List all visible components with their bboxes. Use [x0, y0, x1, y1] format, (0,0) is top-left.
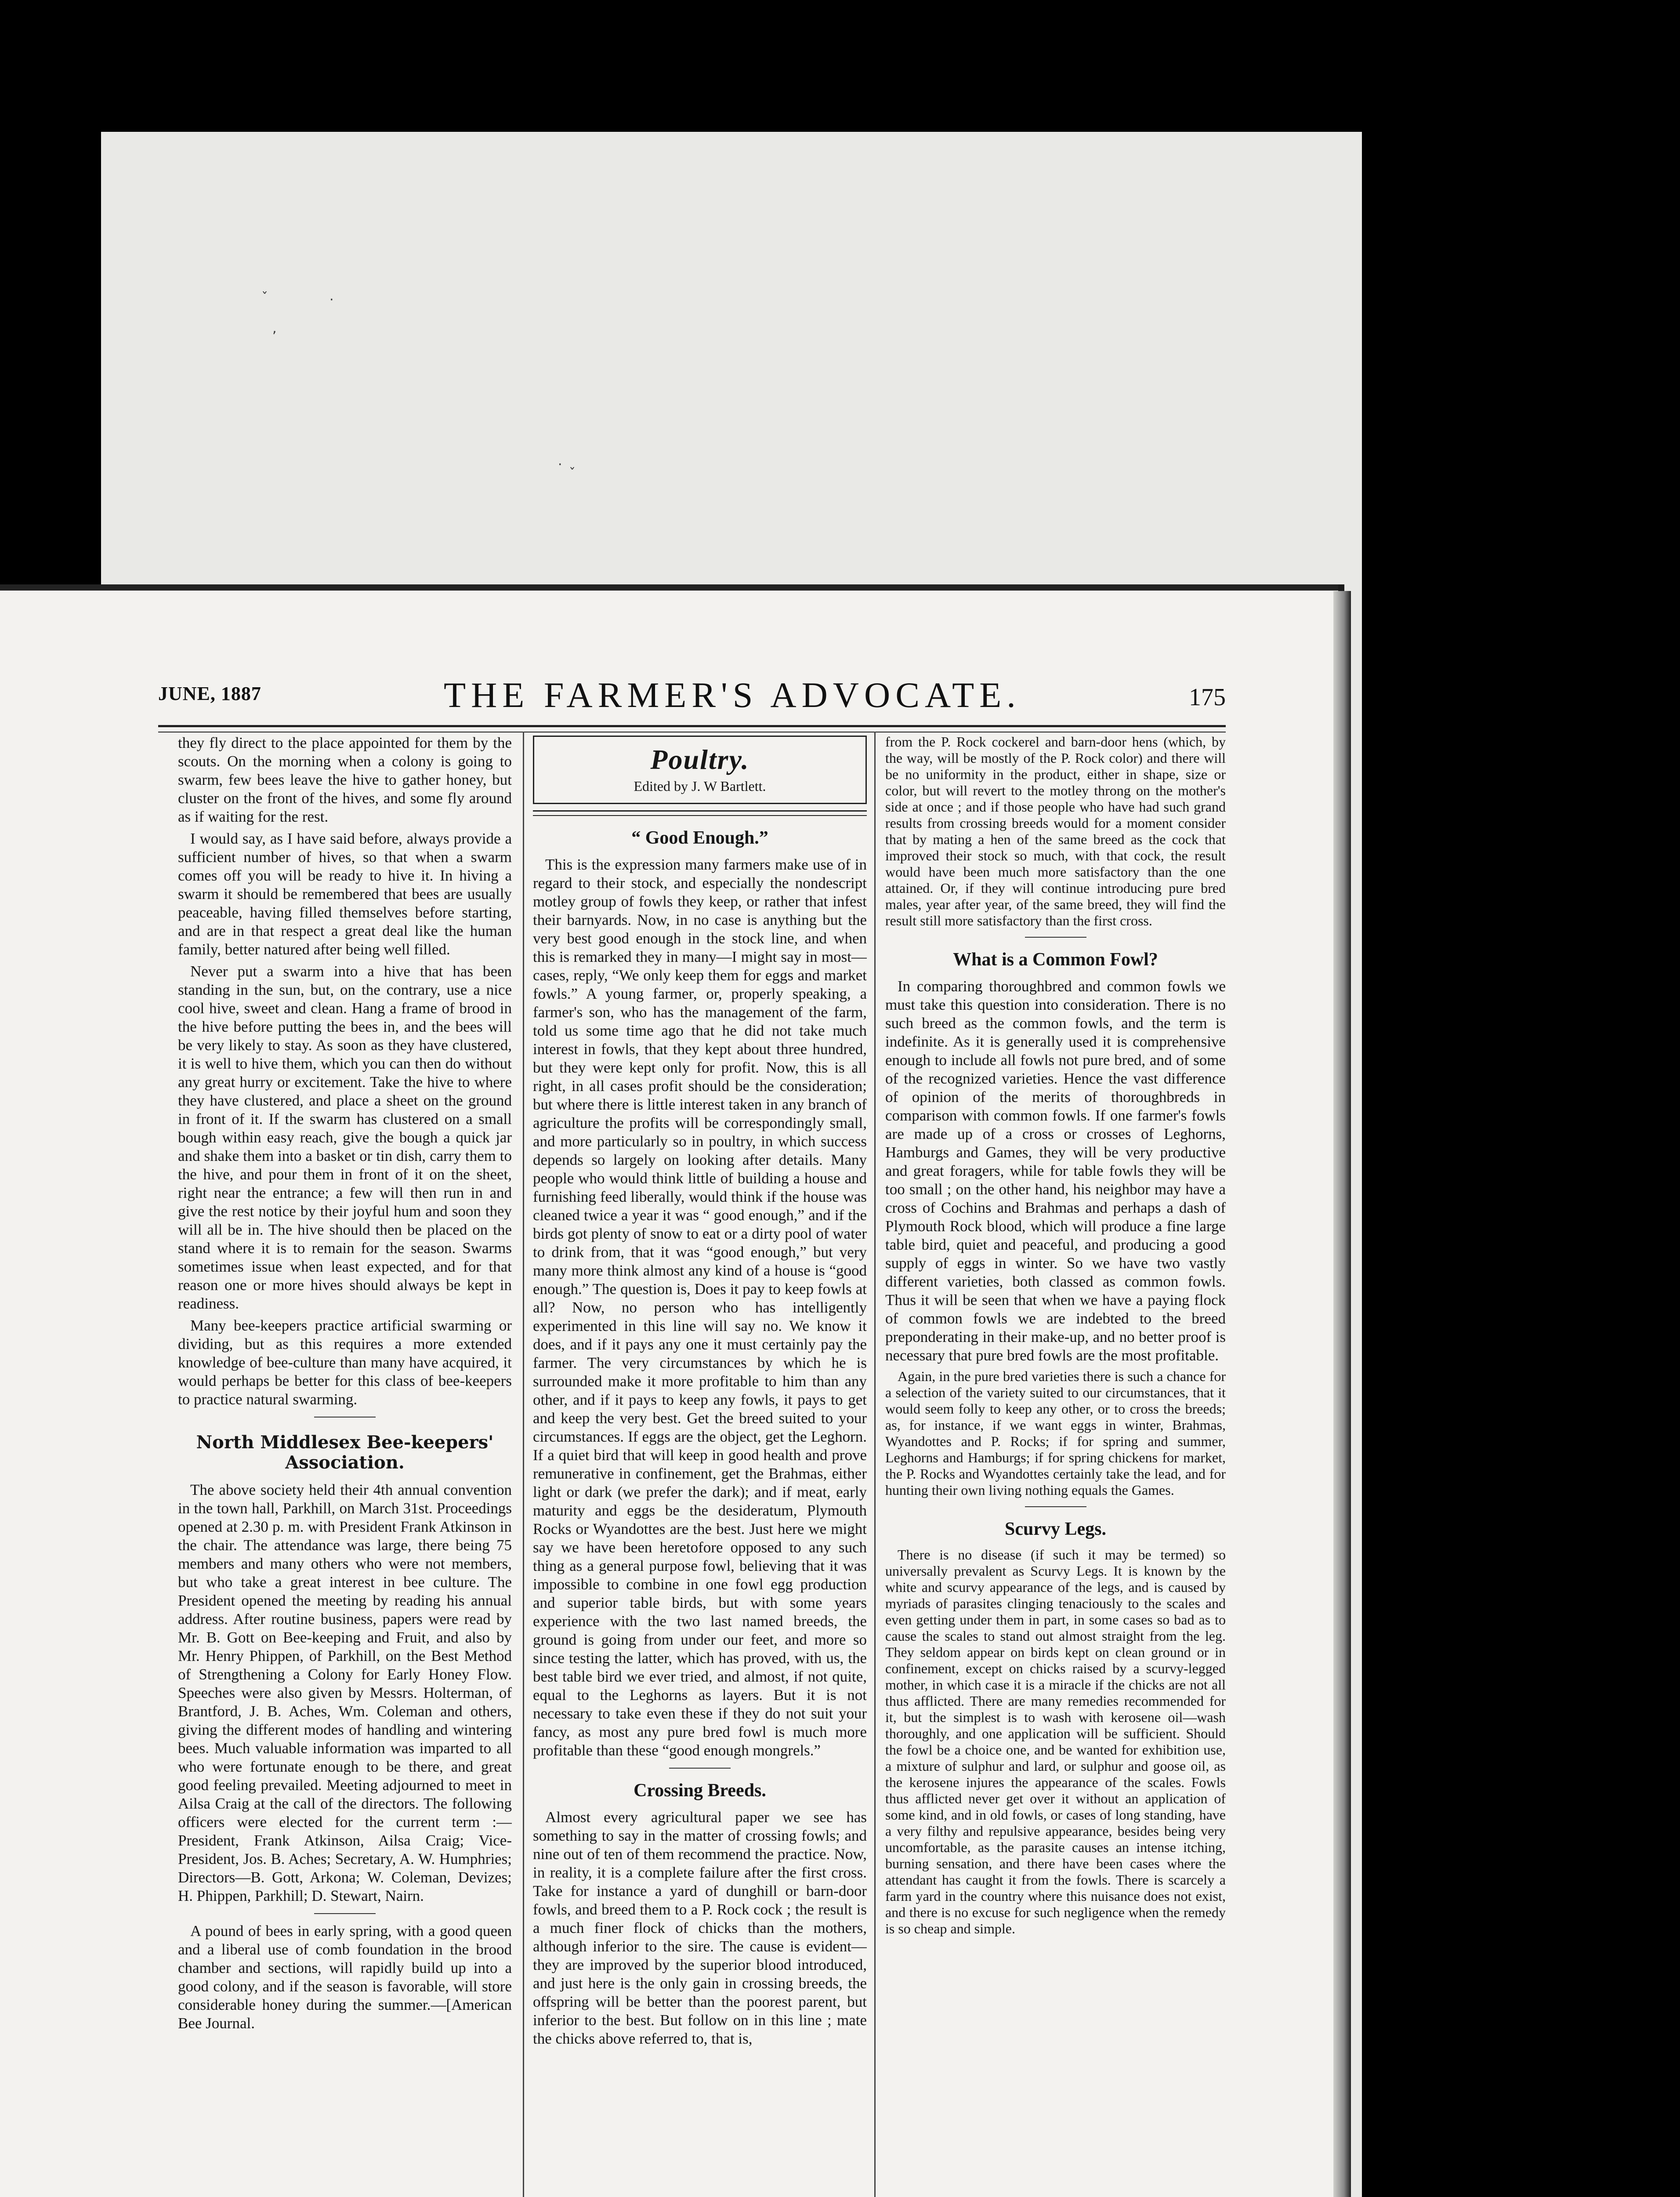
- page-number: 175: [1189, 684, 1226, 711]
- article-paragraph: they fly direct to the place appointed for them by the scouts. On the morning when a colony is going to swarm, few bees leave the hive to gather honey, but cluster on the front of the hives, and some fly around as if waiting for the rest.: [178, 734, 512, 825]
- speck: ˇ: [261, 290, 268, 305]
- department-heading: Poultry.: [650, 744, 749, 775]
- left-column: [178, 734, 512, 2197]
- section-rule: [314, 1913, 376, 1914]
- article-paragraph: Almost every agricultural paper we see has something to say in the matter of crossing fowls; and nine out of ten of them recommend the practice. Now, in reality, it is a complete failure after the first cross. Take for instance a yard of dunghill or barn-door fowls, and breed them to a P. Rock cock ; the result is a much finer flock of chicks than the mothers, although inferior to the sire. The cause is evident—they are improved by the superior blood introduced, and just here is the only gain in crossing breeds, the offspring will be better than the poorest parent, but inferior to the best. But follow on in this line ; mate the chicks above referred to, that is,: [533, 1809, 867, 2047]
- speck: ·: [558, 457, 562, 472]
- speck: ,: [272, 321, 277, 336]
- column-divider: [874, 732, 876, 2197]
- article-paragraph: from the P. Rock cockerel and barn-door hens (which, by the way, will be mostly of the P. Rock color) and there will be no uniformity in the product, either in shape, size or color, but will revert to the motley throng on the mother's side at once ; and if those people who have had such grand results from crossing breeds would for a moment consider that by mating a hen of the same breed as the cock that improved their stock so much, with that cock, the result would have been much more satisfactory than the one attained. Or, if they will continue introducing pure bred males, year after year, of the same breed, they will find the result still more satisfactory than the first cross.: [885, 734, 1226, 928]
- department-editor: Edited by J. W Bartlett.: [634, 778, 766, 794]
- header-rule: [158, 725, 1226, 732]
- middle-column: [533, 734, 867, 2197]
- page-edge-shadow: [1333, 591, 1351, 2197]
- speck: ˇ: [569, 466, 576, 481]
- article-paragraph: A pound of bees in early spring, with a good queen and a liberal use of comb foundation in the brood chamber and sections, will rapidly build up into a good colony, and if the season is favorable, will store considerable honey during the summer.—[American Bee Journal.: [178, 1922, 512, 2032]
- department-banner: [533, 736, 867, 804]
- article-heading: What is a Common Fowl?: [953, 950, 1158, 970]
- section-rule: [533, 810, 867, 816]
- article-heading: “ Good Enough.”: [631, 828, 768, 848]
- article-paragraph: I would say, as I have said before, always provide a sufficient number of hives, so that when a swarm comes off you will be ready to hive it. In hiving a swarm it should be remembered that bees are usually peaceable, having filled themselves before starting, and are in that respect a great deal like the human family, better natured after being well filled.: [178, 830, 512, 958]
- article-paragraph: The above society held their 4th annual convention in the town hall, Parkhill, on March 31st. Proceedings opened at 2.30 p. m. with President Frank Atkinson in the chair. The attendance was large, there being 75 members and many others who were not members, but who take a great interest in bee culture. The President opened the meeting by reading his annual address. After routine business, papers were read by Mr. B. Gott on Bee-keeping and Fruit, and also by Mr. Henry Phippen, of Parkhill, on the Best Method of Strengthening a Colony for Early Honey Flow. Speeches were also given by Messrs. Holterman, of Brantford, J. B. Aches, Wm. Coleman and others, giving the different modes of handling and wintering bees. Much valuable information was imparted to all who were fortunate enough to be there, and great good feeling prevailed. Meeting adjourned to meet in Ailsa Craig at the call of the directors. The following officers were elected for the current term :—President, Frank Atkinson, Ailsa Craig; Vice-President, Jos. B. Aches; Secretary, A. W. Humphries; Directors—B. Gott, Arkona; W. Coleman, Devizes; H. Phippen, Parkhill; D. Stewart, Nairn.: [178, 1481, 512, 1904]
- page-header: [158, 674, 1226, 723]
- right-column: [885, 734, 1226, 2197]
- column-divider: [523, 732, 524, 2197]
- article-paragraph: In comparing thoroughbred and common fowls we must take this question into consideration. There is no such breed as the common fowls, and the term is indefinite. As it is generally used it is comprehensive enough to include all fowls not pure bred, and of some of the recognized varieties. Hence the vast difference of opinion of the merits of thoroughbreds in comparison with common fowls. If one farmer's fowls are made up of a cross or crosses of Leghorns, Hamburgs and Games, they will be very productive and great foragers, while for table fowls they will be too small ; on the other hand, his neighbor may have a cross of Cochins and Brahmas and perhaps a dash of Plymouth Rock blood, which will produce a fine large table bird, quiet and peaceful, and producing a good supply of eggs in winter. So we have two vastly different varieties, both classed as common fowls. Thus it will be seen that when we have a paying flock of common fowls we are indebted to the breed preponderating in their make-up, and no better proof is necessary that pure bred fowls are the most profitable.: [885, 978, 1226, 1364]
- section-heading: North Middlesex Bee-keepers' Association.: [196, 1432, 494, 1473]
- section-rule: [669, 1768, 731, 1769]
- article-paragraph: Never put a swarm into a hive that has been standing in the sun, but, on the contrary, use a nice cool hive, sweet and clean. Hang a frame of brood in the hive before putting the bees in, and the bees will be very likely to stay. As soon as they have clustered, it is well to hive them, which you can then do without any great hurry or excitement. Take the hive to where they have clustered, and place a sheet on the ground in front of it. If the swarm has clustered on a small bough within easy reach, give the bough a quick jar and shake them into a basket or tin dish, carry them to the hive, and pour them in front of it on the sheet, right near the entrance; a few will then run in and give the rest notice by their joyful hum and soon they will all be in. The hive should then be placed on the stand where it is to remain for the season. Swarms sometimes issue when least expected, and for that reason one or more hives should always be kept in readiness.: [178, 963, 512, 1312]
- article-paragraph: Many bee-keepers practice artificial swarming or dividing, but as this requires a more extended knowledge of bee-culture than many have acquired, it would perhaps be better for this class of bee-keepers to practice natural swarming.: [178, 1317, 512, 1408]
- masthead-title: THE FARMER'S ADVOCATE.: [444, 675, 1021, 715]
- article-paragraph: This is the expression many farmers make use of in regard to their stock, and especially the nondescript motley group of fowls they keep, or rather that infest their barnyards. Now, in no case is anything but the very best good enough in the stock line, and when this is remarked they in many—I might say in most—cases, reply, “We only keep them for eggs and market fowls.” A young farmer, or, properly speaking, a farmer's son, who has the management of the farm, told us some time ago that he did not take much interest in fowls, that they kept about three hundred, but they were kept only for profit. Now, this is all right, in all cases profit should be the consideration; but where there is little interest taken in any branch of agriculture the profits will be correspondingly small, and more particularly so in poultry, in which success depends so largely on looking after details. Many people who would think little of building a house and furnishing feed liberally, would think if the house was cleaned twice a year it was “ good enough,” and if the birds got plenty of snow to eat or a dirty pool of water to drink from, that it was “good enough,” but very many more think almost any kind of a house is “good enough.” The question is, Does it pay to keep fowls at all? Now, no person who has intelligently experimented in this line will say no. We know it does, and if it pays any one it must certainly pay the farmer. The very circumstances by which he is surrounded make it more profitable to him than any other, and if it pays to keep any fowls, it pays to get and keep the very best. Get the breed suited to your circumstances. If eggs are the object, get the Leghorn. If a quiet bird that will keep in good health and prove remunerative in confinement, get the Brahmas, either light or dark (we prefer the dark); and if meat, early maturity and eggs be the desideratum, Plymouth Rocks or Wyandottes are the best. Just here we might say we have been heretofore opposed to any such thing as a general purpose fowl, believing that it was impossible to combine in one fowl egg production and superior table birds, but with some years experience with the two last named breeds, the ground is going from under our feet, and more so since testing the latter, which has proved, with us, the best table bird we ever tried, and almost, if not quite, equal to the Leghorns as layers. But it is not necessary to take even these if they do not suit your fancy, as most any pure bred fowl is much more profitable than these “good enough mongrels.”: [533, 856, 867, 1759]
- section-rule: [1025, 937, 1086, 938]
- section-rule: [314, 1417, 376, 1418]
- article-heading: Scurvy Legs.: [1005, 1519, 1106, 1539]
- article-heading: Crossing Breeds.: [634, 1780, 766, 1801]
- section-rule: [1025, 1506, 1086, 1507]
- speck: ·: [329, 292, 334, 308]
- issue-date: JUNE, 1887: [158, 683, 261, 704]
- article-paragraph: Again, in the pure bred varieties there is such a chance for a selection of the variety suited to our circumstances, that it would seem folly to keep any other, or to cross the breeds; as, for instance, if we want eggs in winter, Brahmas, Wyandottes and P. Rocks; if for spring and summer, Leghorns and Hamburgs; if for spring chickens for market, the P. Rocks and Wyandottes certainly take the lead, and for hunting their own living nothing equals the Games.: [885, 1368, 1226, 1498]
- article-paragraph: There is no disease (if such it may be termed) so universally prevalent as Scurvy Legs. It is known by the white and scurvy appearance of the legs, and is caused by myriads of parasites clinging tenaciously to the scales and even getting under them in part, in some cases so bad as to cause the scales to stand out almost straight from the leg. They seldom appear on birds kept on clean ground or in confinement, except on chicks raised by a scurvy-legged mother, in which case it is a miracle if the chicks are not all thus afflicted. There are many remedies recommended for it, but the simplest is to wash with kerosene oil—wash thoroughly, and one application will be sufficient. Should the fowl be a choice one, and be wanted for exhibition use, a mixture of sulphur and lard, or sulphur and goose oil, as the kerosene injures the appearance of the scales. Fowls thus afflicted never get over it without an application of some kind, and in old fowls, or cases of long standing, have a very filthy and repulsive appearance, besides being very uncomfortable, as the parasite causes an intense itching, burning sensation, and there have been cases where the attendant has caught it from the fowls. There is scarcely a farm yard in the country where this nuisance does not exist, and there is no excuse for such negligence when the remedy is so cheap and simple.: [885, 1547, 1226, 1936]
